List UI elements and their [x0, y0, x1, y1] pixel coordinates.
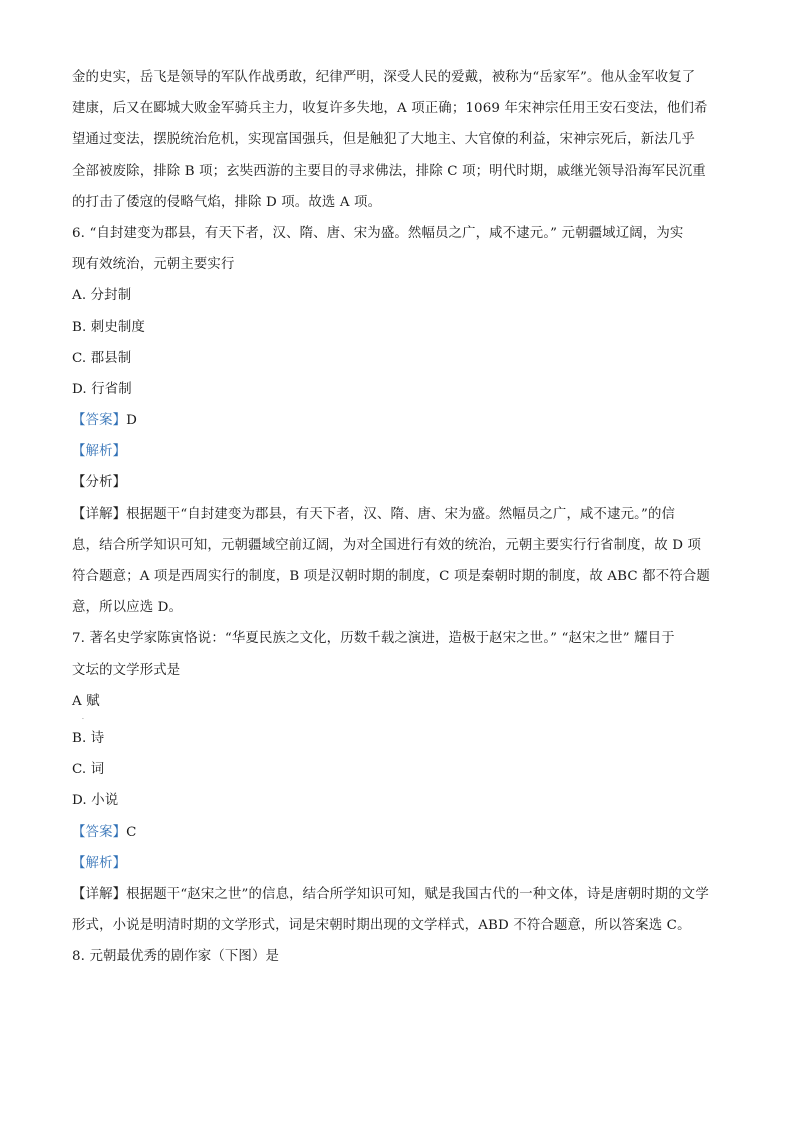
- analysis-label: 【解析】: [72, 855, 127, 871]
- answer-value: C: [126, 824, 137, 840]
- option-d: D. 小说: [72, 793, 119, 809]
- option-d: D. 行省制: [72, 381, 132, 397]
- question-8-stem: 8. 元朝最优秀的剧作家（下图）是: [72, 949, 280, 965]
- detail-line: 形式，小说是明清时期的文学形式，词是宋朝时期出现的文学样式，ABD 不符合题意，所以答案选 C。: [72, 918, 691, 934]
- paragraph-line: 建康，后又在郾城大败金军骑兵主力，收复许多失地，A 项正确；1069 年宋神宗任用王安石变法，他们希: [72, 101, 708, 117]
- question-6-stem-cont: 现有效统治，元朝主要实行: [72, 257, 235, 273]
- option-b: B. 刺史制度: [72, 319, 145, 335]
- paragraph-line: 望通过变法，摆脱统治危机，实现富国强兵，但是触犯了大地主、大官僚的利益，宋神宗死后，新法几乎: [72, 132, 695, 148]
- question-7-stem-cont: 文坛的文学形式是: [72, 662, 181, 678]
- option-c: C. 郡县制: [72, 350, 132, 366]
- paragraph-line: 的打击了倭寇的侵略气焰，排除 D 项。故选 A 项。: [72, 194, 382, 210]
- option-c: C. 词: [72, 762, 105, 778]
- detail-text: 根据题干“赵宋之世”的信息，结合所学知识可知，赋是我国古代的一种文体，诗是唐朝时期的文学: [126, 886, 709, 902]
- paragraph-line: 金的史实，岳飞是领导的军队作战勇敢，纪律严明，深受人民的爱戴，被称为“岳家军”。他从金军收复了: [72, 70, 696, 85]
- question-7-stem: 7. 著名史学家陈寅恪说：“华夏民族之文化，历数千载之演进，造极于赵宋之世。” “赵宋之世” 耀目于: [72, 631, 675, 647]
- detail-line: 意，所以应选 D。: [72, 600, 183, 616]
- detail-label: 【详解】: [72, 506, 127, 522]
- answer-line: [72, 817, 724, 848]
- option-a: A. 分封制: [72, 288, 132, 304]
- detail-text: 根据题干“自封建变为郡县，有天下者，汉、隋、唐、宋为盛。然幅员之广，咸不逮元。”的信: [126, 506, 676, 522]
- detail-line: [72, 879, 724, 910]
- answer-value: D: [126, 413, 138, 429]
- answer-line: [72, 405, 724, 436]
- fenxi-label: 【分析】: [72, 475, 127, 491]
- detail-line: [72, 499, 724, 530]
- question-6-stem: 6. “自封建变为郡县，有天下者，汉、隋、唐、宋为盛。然幅员之广，咸不逮元。” 元朝疆域辽阔，为实: [72, 225, 684, 241]
- paragraph-line: 全部被废除，排除 B 项；玄奘西游的主要目的寻求佛法，排除 C 项；明代时期，戚继光领导沿海军民沉重: [72, 163, 706, 179]
- stray-dot: ·: [82, 715, 84, 723]
- answer-label: 【答案】: [72, 413, 127, 429]
- detail-label: 【详解】: [72, 886, 127, 902]
- option-b: B. 诗: [72, 730, 105, 746]
- document-page: [72, 62, 724, 972]
- answer-label: 【答案】: [72, 824, 127, 840]
- option-a: A 赋: [72, 693, 100, 709]
- detail-line: 符合题意；A 项是西周实行的制度，B 项是汉朝时期的制度，C 项是秦朝时期的制度，故 ABC 都不符合题: [72, 569, 710, 584]
- analysis-label: 【解析】: [72, 444, 127, 460]
- detail-line: 息，结合所学知识可知，元朝疆域空前辽阔，为对全国进行有效的统治，元朝主要实行行省制度，故 D 项: [72, 537, 702, 553]
